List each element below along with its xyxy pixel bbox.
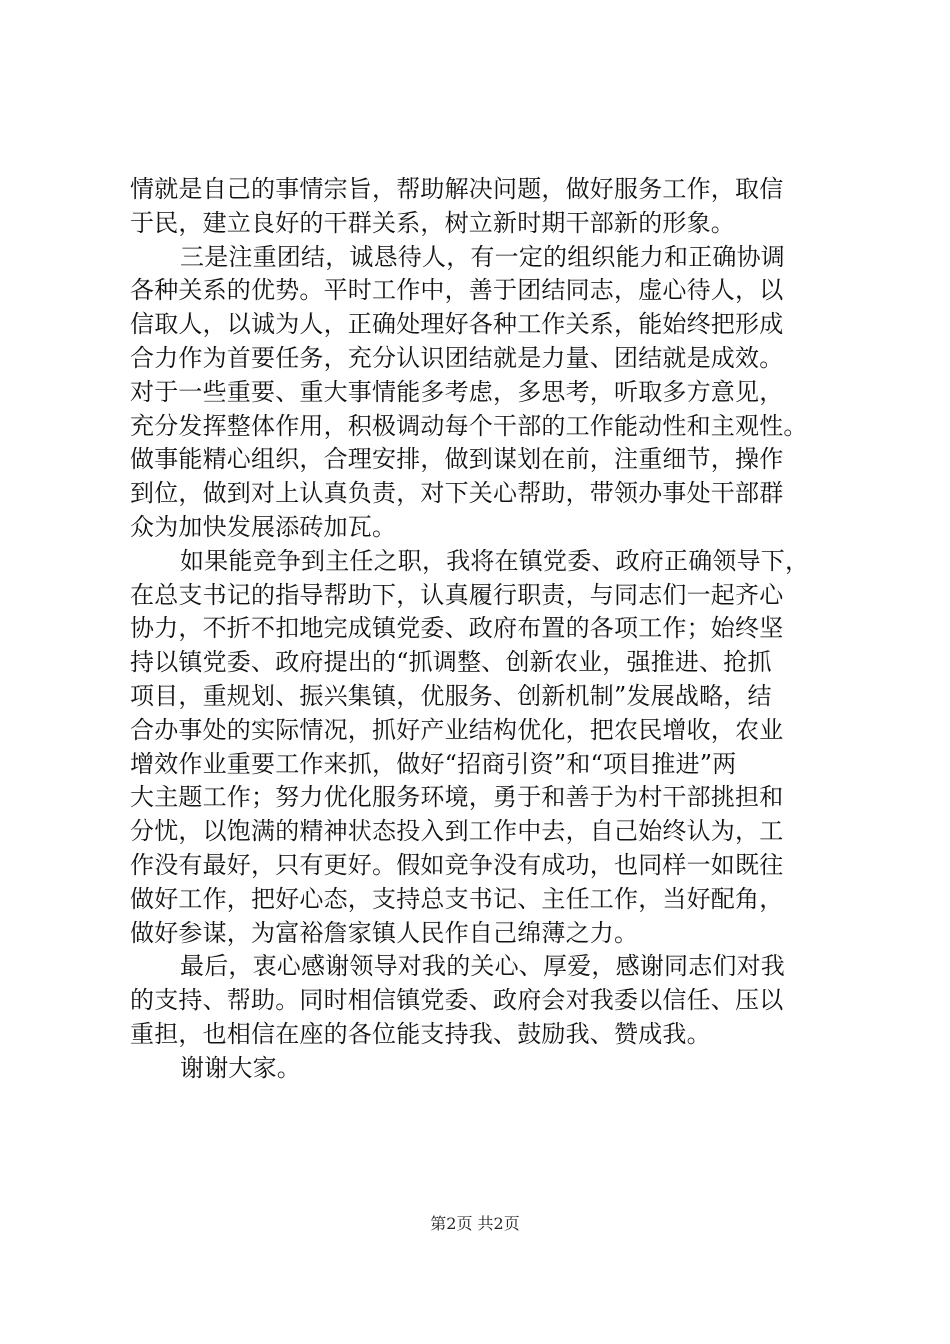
text-line: 三是注重团结，诚恳待人，有一定的组织能力和正确协调 (180, 242, 785, 271)
text-line: 众为加快发展添砖加瓦。 (130, 512, 397, 541)
text-line: 项目，重规划、振兴集镇，优服务、创新机制”发展战略，结 (130, 681, 772, 710)
text-line: 做好工作，把好心态，支持总支书记、主任工作，当好配角， (130, 884, 784, 913)
text-line: 大主题工作；努力优化服务环境，勇于和善于为村干部挑担和 (130, 783, 784, 812)
text-line: 最后，衷心感谢领导对我的关心、厚爱，感谢同志们对我 (180, 952, 785, 981)
text-line: 于民，建立良好的干群关系，树立新时期干部新的形象。 (130, 208, 735, 237)
text-line: 如果能竞争到主任之职，我将在镇党委、政府正确领导下， (180, 546, 810, 575)
text-line: 分忧，以饱满的精神状态投入到工作中去，自己始终认为，工 (130, 817, 784, 846)
text-line: 协力，不折不扣地完成镇党委、政府布置的各项工作；始终坚 (130, 614, 784, 643)
text-line: 情就是自己的事情宗旨，帮助解决问题，做好服务工作，取信 (130, 175, 784, 203)
text-line: 持以镇党委、政府提出的“抓调整、创新农业，强推进、抢抓 (130, 648, 772, 677)
text-line: 对于一些重要、重大事情能多考虑，多思考，听取多方意见， (130, 377, 784, 406)
text-line: 重担，也相信在座的各位能支持我、鼓励我、赞成我。 (130, 1019, 711, 1048)
text-line: 合力作为首要任务，充分认识团结就是力量、团结就是成效。 (130, 343, 784, 372)
text-line: 的支持、帮助。同时相信镇党委、政府会对我委以信任、压以 (130, 986, 784, 1015)
text-line: 在总支书记的指导帮助下，认真履行职责，与同志们一起齐心 (130, 580, 784, 609)
text-line: 谢谢大家。 (180, 1053, 301, 1082)
document-body (130, 173, 830, 1086)
text-line: 做好参谋，为富裕詹家镇人民作自己绵薄之力。 (130, 918, 639, 947)
text-line: 各种关系的优势。平时工作中，善于团结同志，虚心待人，以 (130, 276, 784, 305)
text-line: 合办事处的实际情况，抓好产业结构优化，把农民增收，农业 (130, 715, 784, 744)
page-footer: 第2页 共2页 (430, 1214, 520, 1233)
text-line: 增效作业重要工作来抓，做好“招商引资”和“项目推进”两 (130, 749, 737, 778)
text-line: 做事能精心组织，合理安排，做到谋划在前，注重细节，操作 (130, 445, 784, 474)
text-line: 作没有最好，只有更好。假如竞争没有成功，也同样一如既往 (130, 850, 784, 879)
text-line: 到位，做到对上认真负责，对下关心帮助，带领办事处干部群 (130, 479, 784, 508)
text-line: 信取人，以诚为人，正确处理好各种工作关系，能始终把形成 (130, 310, 784, 339)
text-line: 充分发挥整体作用，积极调动每个干部的工作能动性和主观性。 (130, 411, 808, 440)
